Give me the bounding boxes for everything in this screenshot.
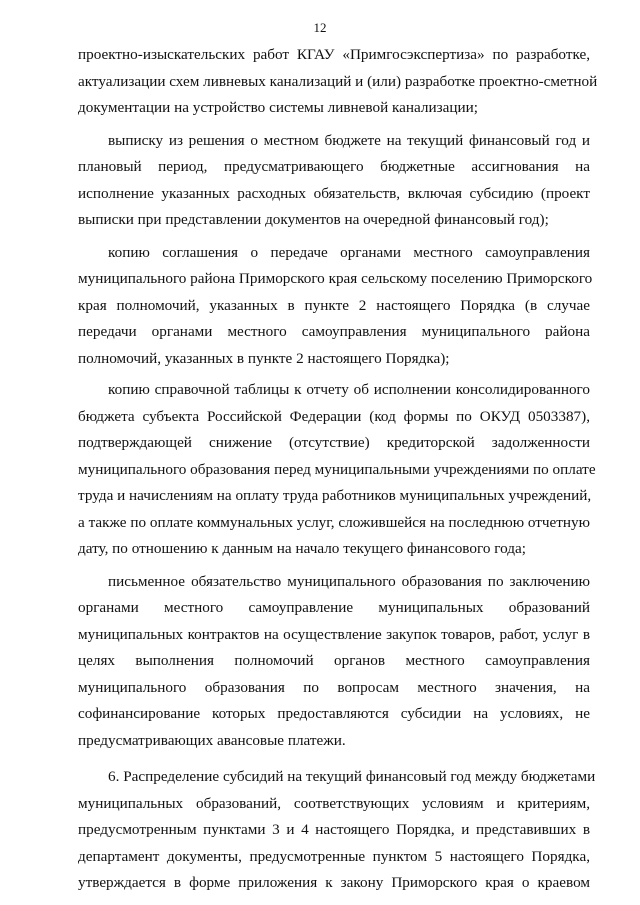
text-line: плановый период, предусматривающего бюджетные ассигнования на [78, 158, 590, 175]
paragraph [78, 42, 598, 122]
paragraph [78, 764, 596, 897]
text-line: муниципального образования перед муниципальными учреждениями по оплате [78, 460, 596, 478]
text-line: дату, по отношению к данным на начало текущего финансового года; [78, 540, 526, 557]
text-line: 6. Распределение субсидий на текущий финансовый год между бюджетами [108, 768, 596, 785]
text-line: края полномочий, указанных в пункте 2 настоящего Порядка (в случае [78, 296, 590, 314]
paragraph [78, 377, 596, 563]
text-line: исполнение указанных расходных обязательств, включая субсидию (проект [78, 184, 590, 202]
text-line: передачи органами местного самоуправления муниципального района [78, 323, 590, 340]
text-line: копию соглашения о передаче органами местного самоуправления [108, 243, 590, 261]
text-line: выписку из решения о местном бюджете на текущий финансовый год и [108, 131, 590, 149]
text-line: департамент документы, предусмотренные пунктом 5 настоящего Порядка, [78, 847, 590, 865]
text-line: муниципального района Приморского края сельскому поселению Приморского [78, 270, 593, 287]
text-line: муниципальных контрактов на осуществление закупок товаров, работ, услуг в [78, 625, 590, 643]
text-line: письменное обязательство муниципального образования по заключению [108, 572, 590, 590]
text-line: труда и начислениям на оплату труда работников муниципальных учреждений, [78, 487, 592, 504]
text-line: муниципального образования по вопросам местного значения, на [78, 678, 590, 696]
text-line: утверждается в форме приложения к закону Приморского края о краевом [78, 874, 590, 891]
text-line: актуализации схем ливневых канализаций и (или) разработке проектно-сметной [78, 72, 598, 90]
page-number: 12 [313, 20, 327, 35]
text-line: бюджета субъекта Российской Федерации (код формы по ОКУД 0503387), [78, 407, 590, 425]
paragraph [78, 128, 590, 234]
text-line: предусмотренным пунктами 3 и 4 настоящего Порядка, и представивших в [78, 821, 590, 838]
paragraph [78, 569, 590, 755]
text-line: полномочий, указанных в пункте 2 настоящего Порядка); [78, 349, 450, 367]
paragraph [78, 240, 593, 373]
text-line: софинансирование которых предоставляются субсидии на условиях, не [78, 705, 590, 722]
text-line: проектно-изыскательских работ КГАУ «Примгосэкспертиза» по разработке, [78, 46, 590, 63]
text-line: выписки при представлении документов на очередной финансовый год); [78, 211, 549, 228]
text-line: а также по оплате коммунальных услуг, сложившейся на последнюю отчетную [78, 513, 590, 531]
text-line: предусматривающих авансовые платежи. [78, 731, 346, 749]
text-line: целях выполнения полномочий органов местного самоуправления [78, 652, 590, 669]
page-body [78, 42, 598, 897]
text-line: документации на устройство системы ливневой канализации; [78, 99, 478, 116]
text-line: подтверждающей снижение (отсутствие) кредиторской задолженности [78, 434, 590, 451]
text-line: органами местного самоуправление муниципальных образований [78, 599, 590, 616]
text-line: муниципальных образований, соответствующих условиям и критериям, [78, 794, 590, 812]
text-line: копию справочной таблицы к отчету об исполнении консолидированного [108, 381, 590, 398]
